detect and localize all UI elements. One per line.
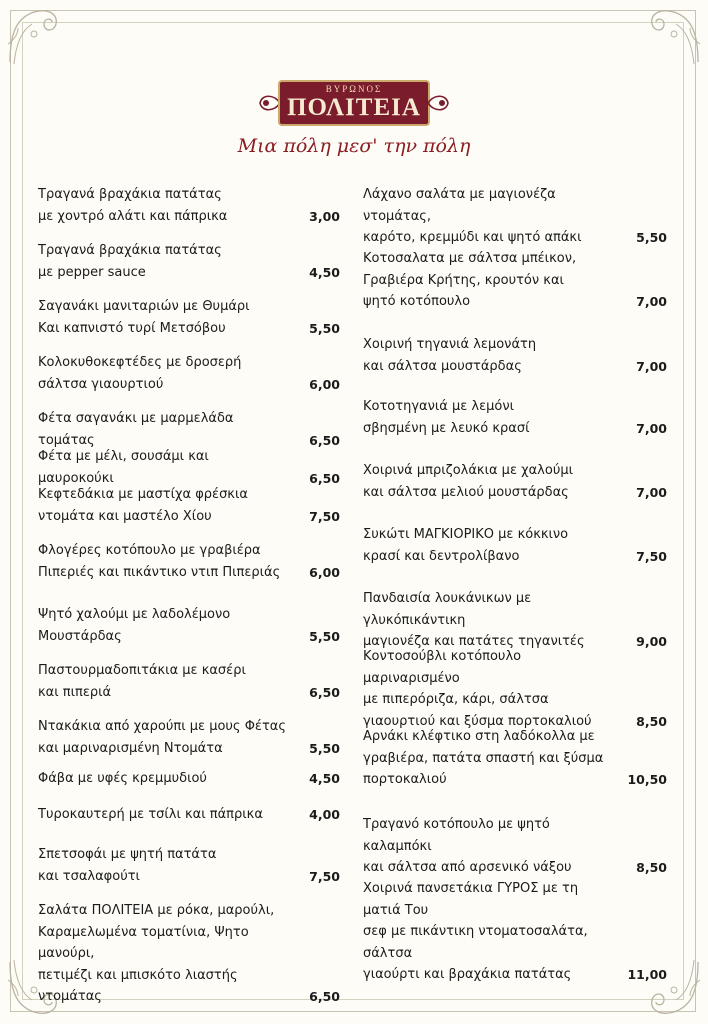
menu-item-name [38, 844, 340, 887]
menu-item [38, 446, 340, 489]
menu-item-price: 8,50 [636, 860, 667, 875]
menu-item-name [38, 296, 340, 339]
menu-item [38, 768, 340, 790]
menu-item [363, 460, 667, 503]
menu-item-line: Γραβιέρα Κρήτης, κρουτόν και [363, 272, 564, 288]
menu-item-line: καρότο, κρεμμύδι και ψητό απάκι [363, 230, 582, 245]
menu-item [363, 248, 667, 313]
menu-item [363, 334, 667, 377]
menu-item-line: Κοτοσαλατα με σάλτσα μπέικον, [363, 251, 577, 266]
tagline: Μια πόλη μεσ' την πόλη [237, 135, 471, 157]
menu-item-price: 7,00 [636, 294, 667, 309]
menu-item [363, 726, 667, 791]
menu-item-name [363, 248, 667, 313]
menu-item-line: ψητό κοτόπουλο [363, 294, 471, 309]
menu-item-line: Αρνάκι κλέφτικο στη λαδόκολλα με [363, 729, 595, 744]
menu-item-line: σεφ με πικάντικη ντοματοσαλάτα, σάλτσα [363, 924, 588, 961]
menu-item-price: 10,50 [627, 772, 667, 787]
menu-item-line: Τραγανά βραχάκια πατάτας [38, 243, 222, 258]
menu-item-line: κρασί και δεντρολίβανο [363, 548, 520, 564]
corner-ornament-icon [4, 4, 68, 68]
menu-item-name [38, 540, 340, 583]
menu-item-line: γιαούρτι και βραχάκια πατάτας [363, 967, 572, 982]
menu-item-price: 7,50 [309, 868, 340, 884]
menu-item-name [363, 588, 667, 653]
menu-item-name [363, 726, 667, 791]
menu-item [38, 604, 340, 647]
menu-item-line: Κολοκυθοκεφτέδες με δροσερή [38, 355, 242, 370]
menu-item-line: Φλογέρες κοτόπουλο με γραβιέρα [38, 543, 261, 558]
menu-item-price: 6,50 [309, 684, 340, 700]
menu-item-name [363, 524, 667, 567]
menu-item-line: σβησμένη με λευκό κρασί [363, 420, 530, 436]
menu-item-name [38, 604, 340, 647]
menu-item [363, 814, 667, 879]
menu-item-name [363, 878, 667, 986]
menu-item [38, 240, 340, 283]
menu-item-line: Κοτοτηγανιά με λεμόνι [363, 399, 514, 414]
menu-item-name [38, 768, 340, 790]
menu-item [38, 352, 340, 395]
menu-item-price: 7,00 [636, 484, 667, 500]
menu-item [363, 184, 667, 249]
menu-item-line: και τσαλαφούτι [38, 868, 140, 884]
menu-item-line: ντομάτα και μαστέλο Χίου [38, 508, 212, 524]
menu-item-line: Κοντοσούβλι κοτόπουλο μαριναρισμένο [363, 649, 522, 686]
menu-item-price: 5,50 [309, 320, 340, 336]
menu-item-line: με pepper sauce [38, 264, 146, 280]
menu-item-price: 4,50 [309, 771, 340, 786]
menu-item-line: Λάχανο σαλάτα με μαγιονέζα ντομάτας, [363, 187, 556, 224]
menu-item [38, 184, 340, 227]
menu-item-name [363, 460, 667, 503]
brand-subtitle: ΒΥΡΩΝΟΣ [325, 84, 383, 94]
brand-logo [256, 78, 452, 130]
menu-item-line: πορτοκαλιού [363, 772, 447, 787]
menu-item-line: Πιπεριές και πικάντικο ντιπ Πιπεριάς [38, 564, 281, 580]
menu-item-line: Χοιρινά μπριζολάκια με χαλούμι [363, 463, 574, 478]
menu-item-price: 11,00 [627, 967, 667, 982]
menu-item [38, 484, 340, 527]
menu-item-line: Φέτα με μέλι, σουσάμι και μαυροκούκι [38, 449, 209, 486]
menu-item-line: γιαουρτιού και ξύσμα πορτοκαλιού [363, 713, 592, 729]
menu-item-name [363, 646, 667, 732]
menu-item-price: 3,00 [309, 208, 340, 224]
menu-item [363, 646, 667, 732]
menu-item-line: πετιμέζι και μπισκότο λιαστής ντομάτας [38, 967, 238, 1004]
menu-item-line: Συκώτι ΜΑΓΚΙΟΡΙΚΟ με κόκκινο [363, 527, 569, 542]
menu-item-name [38, 408, 340, 451]
menu-item-price: 5,50 [636, 230, 667, 245]
menu-item-line: και σάλτσα από αρσενικό νάξου [363, 860, 572, 875]
menu-item-name [38, 804, 340, 826]
menu-item-line: Φάβα με υφές κρεμμυδιού [38, 771, 207, 786]
menu-item-line: Σαγανάκι μανιταριών με Θυμάρι [38, 299, 250, 314]
menu-item [38, 716, 340, 759]
menu-item [363, 396, 667, 439]
menu-item-line: Τραγανό κοτόπουλο με ψητό καλαμπόκι [363, 817, 550, 854]
menu-item-line: Μουστάρδας [38, 628, 122, 644]
menu-item-name [38, 240, 340, 283]
menu-item-price: 6,00 [309, 564, 340, 580]
menu-item [363, 524, 667, 567]
menu-item-line: Καραμελωμένα τοματίνια, Ψητο μανούρι, [38, 924, 249, 961]
menu-item-line: και πιπεριά [38, 684, 112, 700]
menu-item-price: 6,50 [309, 470, 340, 486]
menu-item-line: Σπετσοφάι με ψητή πατάτα [38, 847, 217, 862]
menu-item-price: 6,50 [309, 989, 340, 1004]
menu-item-price: 5,50 [309, 740, 340, 756]
logo-flourish-icon [426, 90, 452, 116]
menu-item-line: Σαλάτα ΠΟΛΙΤΕΙΑ με ρόκα, μαρούλι, [38, 903, 275, 918]
menu-item-name [38, 352, 340, 395]
menu-item-price: 7,50 [636, 548, 667, 564]
menu-item-price: 4,00 [309, 807, 340, 822]
menu-item-price: 8,50 [636, 713, 667, 729]
menu-item-line: και σάλτσα μουστάρδας [363, 358, 522, 374]
logo-plate [278, 80, 430, 126]
menu-item-line: Κεφτεδάκια με μαστίχα φρέσκια [38, 487, 248, 502]
menu-item-line: Πανδαισία λουκάνικων με γλυκόπικάντικη [363, 591, 532, 628]
menu-item [38, 408, 340, 451]
menu-item-line: και σάλτσα μελιού μουστάρδας [363, 484, 569, 500]
menu-item-line: Τυροκαυτερή με τσίλι και πάπρικα [38, 807, 263, 822]
menu-item-line: σάλτσα γιαουρτιού [38, 376, 164, 392]
menu-item-line: Ψητό χαλούμι με λαδολέμονο [38, 607, 231, 622]
menu-item-name [38, 184, 340, 227]
brand-name: ΠΟΛΙΤΕΙΑ [287, 94, 421, 121]
menu-item-line: Τραγανά βραχάκια πατάτας [38, 187, 222, 202]
menu-item [363, 588, 667, 653]
menu-item [38, 296, 340, 339]
corner-ornament-icon [640, 4, 704, 68]
menu-item-price: 4,50 [309, 264, 340, 280]
menu-item [38, 900, 340, 1008]
menu-item-name [38, 446, 340, 489]
menu-item-price: 7,00 [636, 358, 667, 374]
menu-item [38, 660, 340, 703]
menu-item-name [38, 900, 340, 1008]
menu-item-line: Παστουρμαδοπιτάκια με κασέρι [38, 663, 246, 678]
menu-item-line: Ντακάκια από χαρούπι με μους Φέτας [38, 719, 286, 734]
menu-item [363, 878, 667, 986]
menu-item-name [363, 396, 667, 439]
menu-item-name [363, 814, 667, 879]
menu-item-price: 6,00 [309, 376, 340, 392]
menu-item-name [38, 484, 340, 527]
menu-item-name [363, 184, 667, 249]
menu-item-line: γραβιέρα, πατάτα σπαστή και ξύσμα [363, 750, 604, 766]
menu-item-line: Χοιρινά πανσετάκια ΓΥΡΟΣ με τη ματιά Του [363, 881, 579, 918]
menu-item-line: μαγιονέζα και πατάτες τηγανιτές [363, 634, 585, 649]
menu-item-price: 6,50 [309, 432, 340, 448]
menu-item-name [38, 716, 340, 759]
menu-item-name [38, 660, 340, 703]
menu-item-price: 7,50 [309, 508, 340, 524]
menu-item [38, 804, 340, 826]
menu-item-line: με χοντρό αλάτι και πάπρικα [38, 208, 228, 224]
menu-item [38, 540, 340, 583]
menu-item-line: Χοιρινή τηγανιά λεμονάτη [363, 337, 537, 352]
menu-item-line: με πιπερόριζα, κάρι, σάλτσα [363, 692, 549, 707]
menu-item-price: 9,00 [636, 634, 667, 649]
menu-item-line: Και καπνιστό τυρί Μετσόβου [38, 320, 226, 336]
menu-item-price: 5,50 [309, 628, 340, 644]
menu-item-line: Φέτα σαγανάκι με μαρμελάδα τομάτας [38, 411, 234, 448]
menu-item-name [363, 334, 667, 377]
menu-item-line: και μαριναρισμένη Ντομάτα [38, 740, 223, 756]
menu-item-price: 7,00 [636, 420, 667, 436]
menu-item [38, 844, 340, 887]
